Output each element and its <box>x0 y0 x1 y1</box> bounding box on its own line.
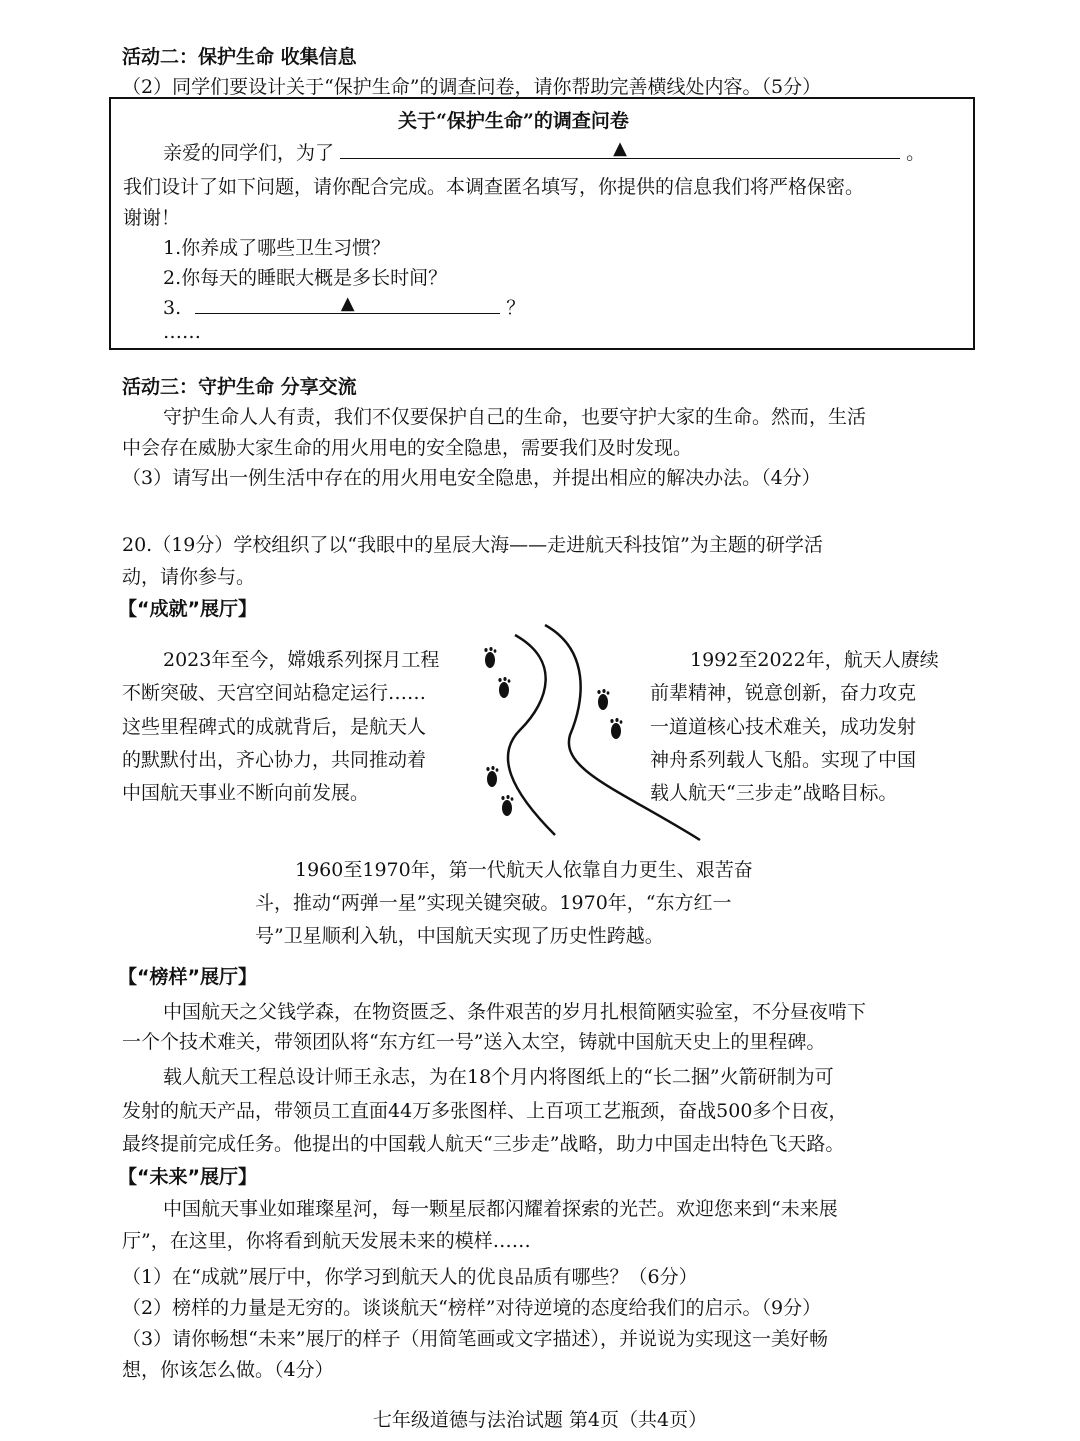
hall2-line-1: 中国航天之父钱学森，在物资匮乏、条件艰苦的岁月扎根简陋实验室，不分昼夜啃下 <box>163 1001 867 1023</box>
survey-item-3-prefix: 3. <box>163 297 182 319</box>
survey-greeting <box>163 138 925 165</box>
q20-stem-line1 <box>122 530 823 557</box>
hall2-line-4: 发射的航天产品，带领员工直面44万多张图样、上百项工艺瓶颈，奋战500多个日夜， <box>122 1100 848 1122</box>
activity2-question: （2）同学们要设计关于“保护生命”的调查问卷，请你帮助完善横线处内容。（5分） <box>122 76 822 98</box>
footprint-icon <box>610 718 622 739</box>
left-block-line-3: 这些里程碑式的成就背后，是航天人 <box>122 716 427 738</box>
survey-title: 关于“保护生命”的调查问卷 <box>398 110 629 132</box>
q20-sub-question-3-line1: （3）请你畅想“未来”展厅的样子（用简笔画或文字描述），并说说为实现这一美好畅 <box>122 1328 829 1350</box>
q20-stem-text: 20.（19分）学校组织了以“我眼中的星辰大海——走进航天科技馆”为主题的研学活 <box>122 534 823 556</box>
footprint-icon <box>484 647 496 668</box>
blank-marker-icon: ▲ <box>340 293 355 314</box>
left-block-line-1: 2023年至今，嫦娥系列探月工程 <box>163 649 440 671</box>
left-block-line-2: 不断突破、天宫空间站稳定运行…… <box>122 682 427 704</box>
q20-sub-question-3-line2: 想，你该怎么做。（4分） <box>122 1359 334 1381</box>
activity3-para-line1: 守护生命人人有责，我们不仅要保护自己的生命，也要守护大家的生命。然而，生活 <box>163 406 867 428</box>
hall1-heading: 【“成就”展厅】 <box>118 598 257 620</box>
hall2-heading: 【“榜样”展厅】 <box>118 966 257 988</box>
right-block-line-1: 1992至2022年，航天人赓续 <box>690 649 939 671</box>
blank-marker-icon: ▲ <box>613 138 627 159</box>
page-footer: 七年级道德与法治试题 第4页（共4页） <box>372 1409 708 1431</box>
survey-item-2: 2.你每天的睡眠大概是多长时间？ <box>163 267 448 289</box>
survey-item-3 <box>163 293 525 320</box>
right-block-line-2: 前辈精神，锐意创新，奋力攻克 <box>650 682 917 704</box>
hall2-line-5: 最终提前完成任务。他提出的中国载人航天“三步走”战略，助力中国走出特色飞天路。 <box>122 1133 845 1155</box>
q20-stem-line2: 动，请你参与。 <box>122 566 256 588</box>
survey-item-3-suffix: ？ <box>506 297 526 319</box>
right-block-line-4: 神舟系列载人飞船。实现了中国 <box>650 749 917 771</box>
bottom-block-line-1: 1960至1970年，第一代航天人依靠自力更生、艰苦奋 <box>295 859 753 881</box>
hall3-line-2: 厅”，在这里，你将看到航天发展未来的模样…… <box>122 1230 531 1252</box>
survey-greeting-suffix: 。 <box>906 142 926 164</box>
left-block-line-5: 中国航天事业不断向前发展。 <box>122 782 370 804</box>
survey-purpose-blank[interactable] <box>340 138 900 159</box>
hall3-line-1: 中国航天事业如璀璨星河，每一颗星辰都闪耀着探索的光芒。欢迎您来到“未来展 <box>163 1198 838 1220</box>
activity3-para-line2: 中会存在威胁大家生命的用火用电的安全隐患，需要我们及时发现。 <box>122 437 693 459</box>
left-block-line-4: 的默默付出，齐心协力，共同推动着 <box>122 749 427 771</box>
footprint-icon <box>486 766 498 787</box>
hall2-line-2: 一个个技术难关，带领团队将“东方红一号”送入太空，铸就中国航天史上的里程碑。 <box>122 1031 826 1053</box>
survey-greeting-prefix: 亲爱的同学们，为了 <box>163 142 335 164</box>
activity3-question: （3）请写出一例生活中存在的用火用电安全隐患，并提出相应的解决办法。（4分） <box>122 467 821 489</box>
survey-ellipsis: …… <box>163 321 201 343</box>
survey-item-1: 1.你养成了哪些卫生习惯？ <box>163 237 391 259</box>
activity2-heading: 活动二：保护生命 收集信息 <box>122 46 357 68</box>
footprint-icon <box>597 689 609 710</box>
bottom-block-line-3: 号”卫星顺利入轨，中国航天实现了历史性跨越。 <box>255 925 664 947</box>
right-block-line-3: 一道道核心技术难关，成功发射 <box>650 716 917 738</box>
footprint-icon <box>501 795 513 816</box>
q20-sub-question-1: （1）在“成就”展厅中，你学习到航天人的优良品质有哪些？（6分） <box>122 1266 698 1288</box>
activity3-heading: 活动三：守护生命 分享交流 <box>122 376 357 398</box>
survey-intro-line: 我们设计了如下问题，请你配合完成。本调查匿名填写，你提供的信息我们将严格保密。 <box>123 176 865 198</box>
survey-thanks: 谢谢！ <box>123 207 181 229</box>
hall3-heading: 【“未来”展厅】 <box>118 1166 257 1188</box>
road-left-edge <box>508 635 555 835</box>
bottom-block-line-2: 斗，推动“两弹一星”实现关键突破。1970年，“东方红一 <box>255 892 732 914</box>
hall2-line-3: 载人航天工程总设计师王永志，为在18个月内将图纸上的“长二捆”火箭研制为可 <box>163 1066 834 1088</box>
right-block-line-5: 载人航天“三步走”战略目标。 <box>650 782 898 804</box>
survey-item-3-blank[interactable] <box>195 293 500 314</box>
footprint-icon <box>498 677 510 698</box>
q20-sub-question-2: （2）榜样的力量是无穷的。谈谈航天“榜样”对待逆境的态度给我们的启示。（9分） <box>122 1297 822 1319</box>
